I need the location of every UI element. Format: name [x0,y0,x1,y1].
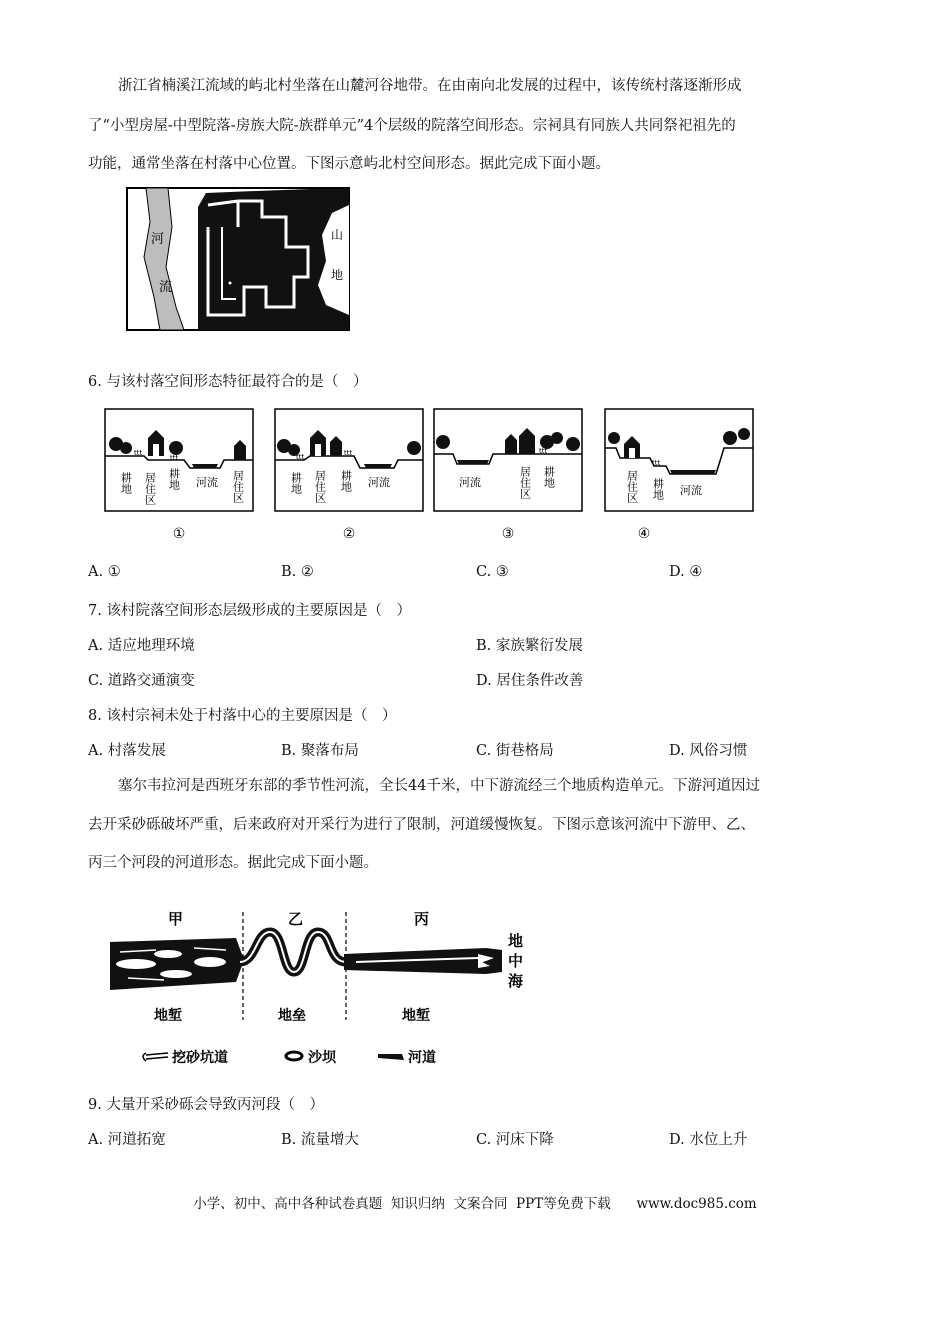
q6-stem: 6. 与该村落空间形态特征最符合的是（ ） [88,374,368,390]
profile-diagram-4 [604,408,754,546]
passage2-line-1: 塞尔韦拉河是西班牙东部的季节性河流，全长44千米，中下游流经三个地质构造单元。下游河道因过 [118,778,760,794]
river-segment-map [106,902,536,1074]
d3-label-1: 河流 [459,476,481,489]
passage2-line-3: 丙三个河段的河道形态。据此完成下面小题。 [88,855,378,871]
legend [143,1049,436,1066]
section-bing: 丙 [414,910,430,928]
q7-option-b[interactable]: B. 家族繁衍发展 [476,638,583,654]
q6-option-d[interactable]: D. ④ [669,564,703,580]
legend-channel: 河道 [408,1050,436,1066]
d2-label-1: 耕地 [289,472,303,494]
q7-option-c[interactable]: C. 道路交通演变 [88,673,195,689]
page-footer: 小学、初中、高中各种试卷真题 知识归纳 文案合同 PPT等免费下载 www.doc985.com [193,1196,757,1212]
profile-diagram-1 [104,408,254,546]
d2-label-2: 居住区 [313,470,327,503]
d2-number: ② [342,526,356,542]
d4-label-3: 河流 [680,484,702,497]
d1-label-1: 耕地 [119,472,133,494]
svg-text:ttt: ttt [652,459,661,467]
q8-option-d[interactable]: D. 风俗习惯 [669,743,748,759]
q9-option-d[interactable]: D. 水位上升 [669,1132,748,1148]
q6-option-c[interactable]: C. ③ [476,564,509,580]
unit-graben-2: 地堑 [402,1008,430,1024]
d1-label-3: 耕地 [167,468,181,490]
d1-number: ① [172,526,186,542]
legend-sandbar: 沙坝 [308,1050,336,1066]
d4-number: ④ [637,526,651,542]
map1-river-label-2: 流 [159,280,173,295]
q7-option-a[interactable]: A. 适应地理环境 [88,638,195,654]
svg-text:ttt: ttt [134,449,143,457]
d2-label-3: 耕地 [339,470,353,492]
svg-text:ttt: ttt [344,449,353,457]
q9-stem: 9. 大量开采砂砾会导致丙河段（ ） [88,1097,324,1113]
svg-text:ttt: ttt [296,453,305,461]
q8-option-c[interactable]: C. 街巷格局 [476,743,554,759]
d1-label-5: 居住区 [231,470,245,503]
sea-char-1: 地 [508,932,524,950]
passage2-line-2: 去开采砂砾破坏严重，后来政府对开采行为进行了限制，河道缓慢恢复。下图示意该河流中下游甲、乙、 [88,817,755,833]
q6-option-a[interactable]: A. ① [88,564,121,580]
q6-option-b[interactable]: B. ② [281,564,314,580]
d3-label-3: 耕地 [542,466,556,488]
unit-graben-1: 地堑 [154,1008,182,1024]
sea-char-3: 海 [508,972,524,990]
d3-label-2: 居住区 [518,466,532,499]
q9-option-b[interactable]: B. 流量增大 [281,1132,359,1148]
section-jia: 甲 [168,910,184,928]
passage1-line-1: 浙江省楠溪江流域的屿北村坐落在山麓河谷地带。在由南向北发展的过程中，该传统村落逐渐形成 [118,78,742,94]
q8-option-b[interactable]: B. 聚落布局 [281,743,359,759]
d1-label-4: 河流 [196,476,218,489]
legend-mining-channel: 挖砂坑道 [172,1050,228,1066]
q9-option-c[interactable]: C. 河床下降 [476,1132,554,1148]
q9-option-a[interactable]: A. 河道拓宽 [88,1132,166,1148]
q7-stem: 7. 该村院落空间形态层级形成的主要原因是（ ） [88,603,411,619]
d4-label-1: 居住区 [625,470,639,503]
d3-number: ③ [501,526,515,542]
map1-mountain-label-2: 地 [331,268,344,282]
q7-option-d[interactable]: D. 居住条件改善 [476,673,584,689]
sea-char-2: 中 [508,952,524,970]
map1-mountain-label-1: 山 [331,228,344,242]
passage1-line-2: 了“小型房屋-中型院落-房族大院-族群单元”4个层级的院落空间形态。宗祠具有同族人共同祭祀祖先的 [88,118,736,134]
map1-river-label-1: 河 [151,232,165,247]
profile-diagram-3 [433,408,583,546]
q8-option-a[interactable]: A. 村落发展 [88,743,166,759]
svg-text:ttt: ttt [539,447,548,455]
d2-label-4: 河流 [368,476,390,489]
section-yi: 乙 [288,910,304,928]
profile-diagram-2 [274,408,424,546]
q8-stem: 8. 该村宗祠未处于村落中心的主要原因是（ ） [88,708,397,724]
d4-label-2: 耕地 [651,478,665,500]
village-map [126,187,350,331]
unit-horst: 地垒 [278,1008,306,1024]
passage1-line-3: 功能，通常坐落在村落中心位置。下图示意屿北村空间形态。据此完成下面小题。 [88,156,610,172]
d1-label-2: 居住区 [143,472,157,505]
svg-text:ttt: ttt [170,454,179,462]
